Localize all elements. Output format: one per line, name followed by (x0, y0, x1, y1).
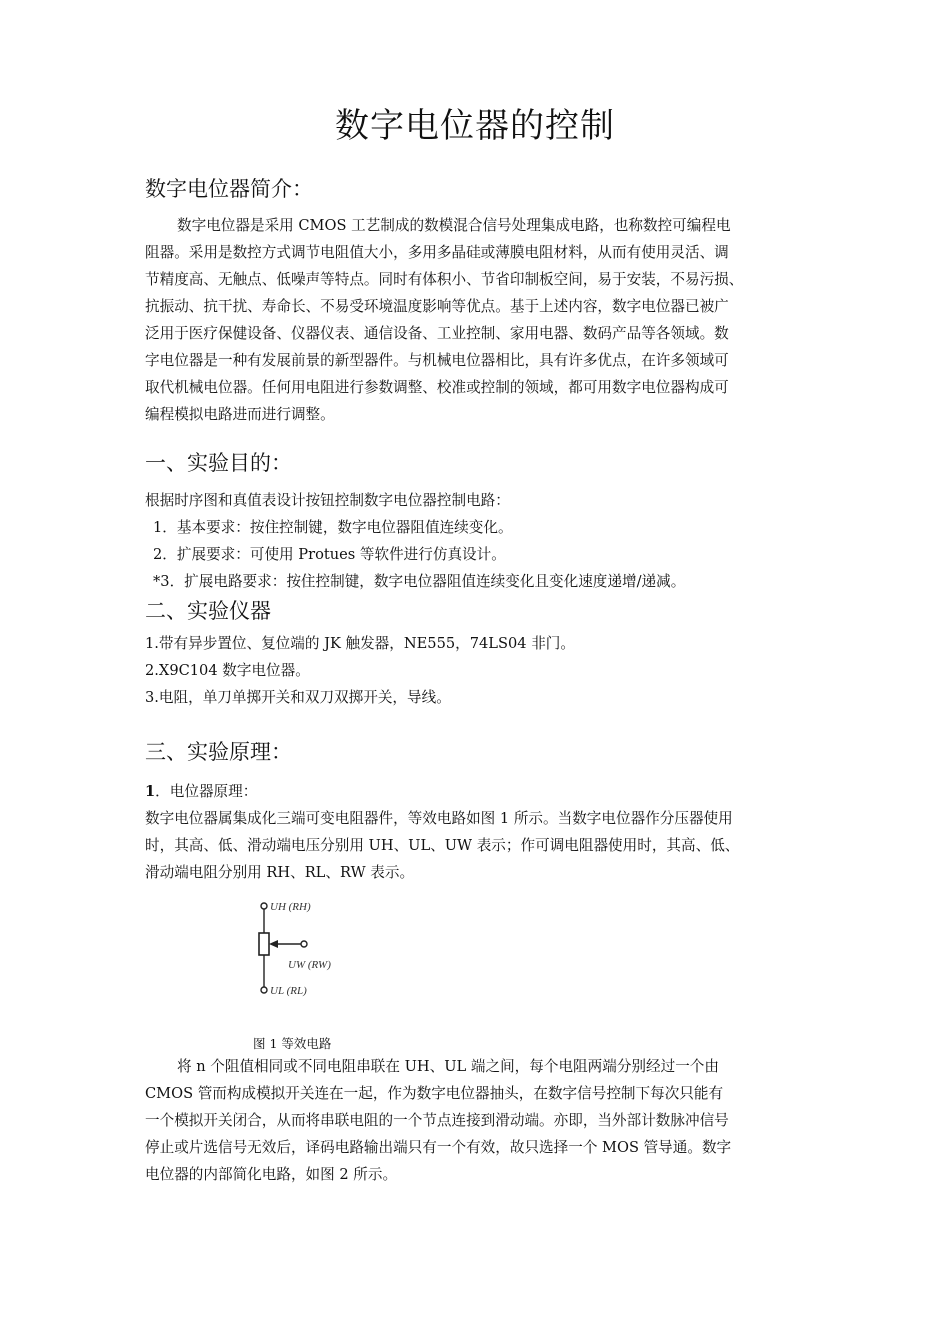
label-uh: UH (RH) (270, 901, 311, 913)
subsection-title (145, 778, 257, 805)
intro-line: 取代机械电位器。任何用电阻进行参数调整、校准或控制的领域，都可用数字电位器构成可 (145, 379, 729, 396)
paragraph-line: 电位器的内部简化电路，如图 2 所示。 (145, 1166, 398, 1183)
intro-heading: 数字电位器简介： (145, 177, 313, 201)
subsection-label: ．电位器原理： (155, 783, 258, 800)
resistor-body (259, 933, 269, 955)
intro-line: 节精度高、无触点、低噪声等特点。同时有体积小、节省印制板空间，易于安装，不易污损、 (145, 271, 744, 288)
intro-line: 编程模拟电路进而进行调整。 (145, 406, 335, 423)
page-title: 数字电位器的控制 (335, 106, 615, 146)
paragraph-line: 一个模拟开关闭合，从而将串联电阻的一个节点连接到滑动端。亦即，当外部计数脉冲信号 (145, 1112, 729, 1129)
paragraph-line: 停止或片选信号无效后，译码电路输出端只有一个有效，故只选择一个 MOS 管导通。数字 (145, 1139, 732, 1156)
section1-lead: 根据时序图和真值表设计按钮控制数字电位器控制电路： (145, 492, 510, 509)
intro-line: 数字电位器是采用 CMOS 工艺制成的数模混合信号处理集成电路，也称数控可编程电 (177, 217, 731, 234)
paragraph-line: 数字电位器属集成化三端可变电阻器件，等效电路如图 1 所示。当数字电位器作分压器使用 (145, 810, 733, 827)
terminal-high (261, 903, 267, 909)
intro-line: 阻器。采用是数控方式调节电阻值大小，多用多晶硅或薄膜电阻材料，从而有使用灵活、调 (145, 244, 729, 261)
list-item: *3．扩展电路要求：按住控制键，数字电位器阻值连续变化且变化速度递增/递减。 (153, 573, 686, 590)
list-item: 1．基本要求：按住控制键，数字电位器阻值连续变化。 (153, 519, 513, 536)
paragraph-line: CMOS 管而构成模拟开关连在一起，作为数字电位器抽头，在数字信号控制下每次只能有 (145, 1085, 724, 1102)
terminal-low (261, 987, 267, 993)
paragraph-line: 时，其高、低、滑动端电压分别用 UH、UL、UW 表示；作可调电阻器使用时，其高、低、 (145, 837, 740, 854)
subsection-number: 1 (145, 783, 156, 800)
equivalent-circuit-diagram (240, 890, 360, 1010)
wiper-arrow-icon (269, 940, 278, 948)
label-uw: UW (RW) (288, 959, 331, 971)
intro-line: 泛用于医疗保健设备、仪器仪表、通信设备、工业控制、家用电器、数码产品等各领域。数 (145, 325, 729, 342)
paragraph-line: 滑动端电阻分别用 RH、RL、RW 表示。 (145, 864, 415, 881)
figure-caption: 图 1 等效电路 (253, 1036, 332, 1051)
section1-heading: 一、实验目的： (145, 451, 292, 475)
section2-heading: 二、实验仪器 (145, 599, 271, 623)
list-item: 2．扩展要求：可使用 Protues 等软件进行仿真设计。 (153, 546, 506, 563)
section3-heading: 三、实验原理： (145, 740, 292, 764)
label-ul: UL (RL) (270, 985, 307, 997)
terminal-wiper (301, 941, 307, 947)
list-item: 2.X9C104 数字电位器。 (145, 662, 310, 679)
intro-line: 抗振动、抗干扰、寿命长、不易受环境温度影响等优点。基于上述内容，数字电位器已被广 (145, 298, 729, 315)
paragraph-line: 将 n 个阻值相同或不同电阻串联在 UH、UL 端之间，每个电阻两端分别经过一个由 (177, 1058, 719, 1075)
list-item: 3.电阻，单刀单掷开关和双刀双掷开关，导线。 (145, 689, 451, 706)
list-item: 1.带有异步置位、复位端的 JK 触发器，NE555，74LS04 非门。 (145, 635, 575, 652)
intro-line: 字电位器是一种有发展前景的新型器件。与机械电位器相比，具有许多优点，在许多领域可 (145, 352, 729, 369)
